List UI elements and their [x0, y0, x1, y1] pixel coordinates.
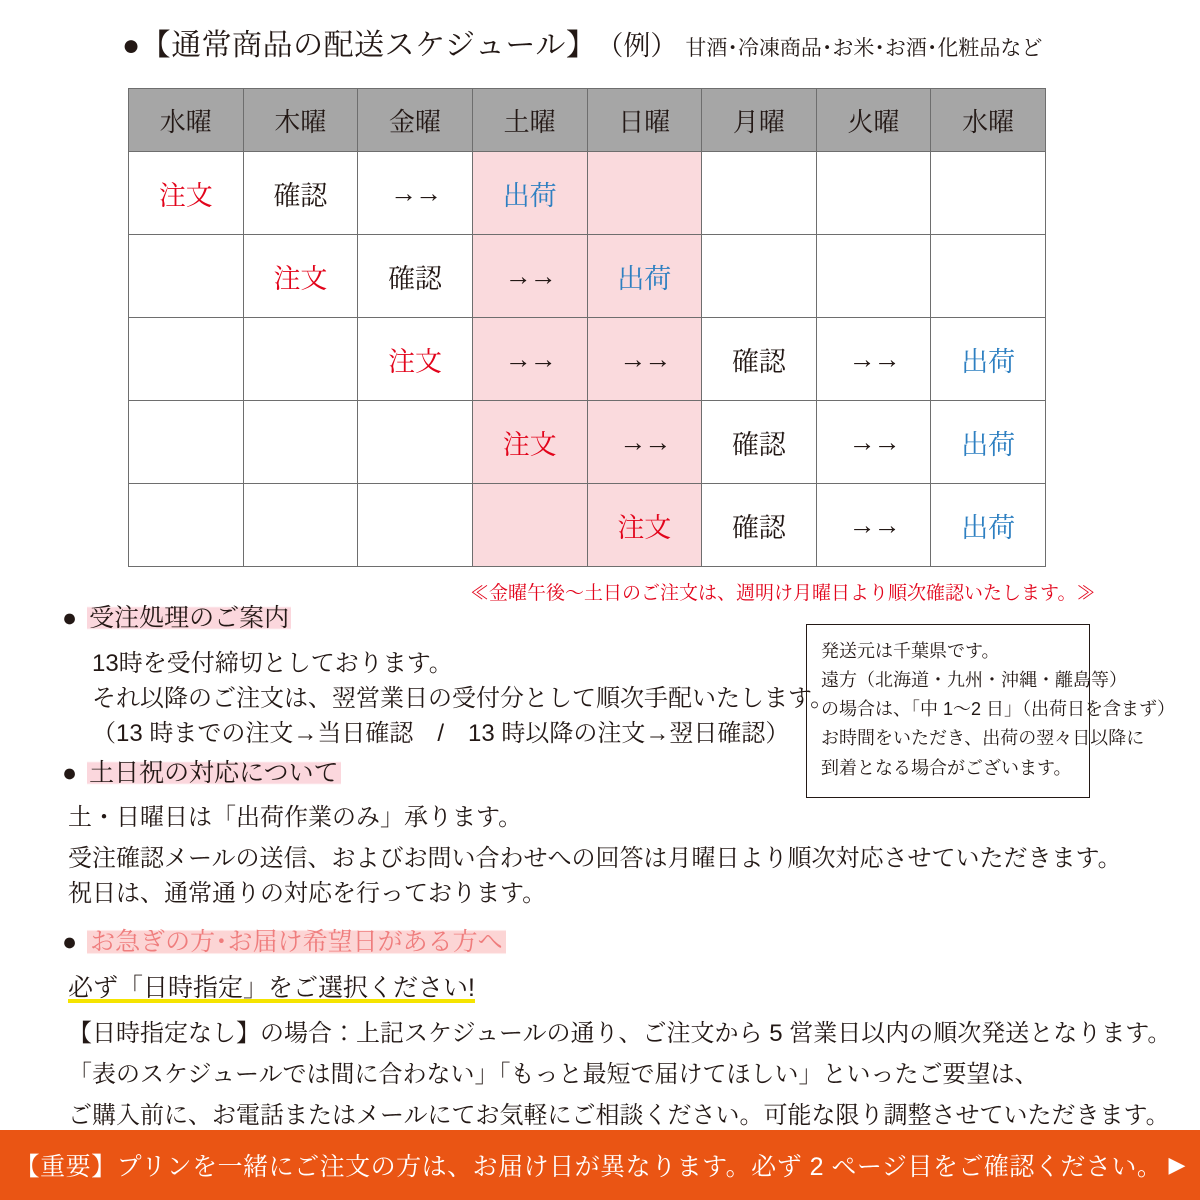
table-header-cell: 金曜 — [358, 89, 473, 152]
table-cell: 注文 — [129, 152, 244, 235]
table-header-cell: 日曜 — [587, 89, 702, 152]
info-box-line: 発送元は千葉県です。 — [821, 641, 1000, 661]
section-line: 祝日は、通常通りの対応を行っております。 — [68, 880, 547, 907]
table-row — [129, 401, 1046, 484]
section-line: 受注確認メールの送信、およびお問い合わせへの回答は月曜日より順次対応させていただきます。 — [68, 845, 1122, 872]
table-cell — [358, 484, 473, 567]
info-box-line: の場合は、「中 1〜2 日」（出荷日を含まず） — [821, 699, 1176, 720]
table-cell: 確認 — [243, 152, 358, 235]
table-cell — [243, 401, 358, 484]
section-line: それ以降のご注文は、翌営業日の受付分として順次手配いたします。 — [92, 685, 835, 712]
table-cell — [129, 318, 244, 401]
section-line: 「表のスケジュールでは間に合わない」「もっと最短で届けてほしい」といったご要望は、 — [68, 1061, 1039, 1088]
table-cell: →→ — [472, 235, 587, 318]
table-header-cell: 水曜 — [931, 89, 1046, 152]
table-cell: →→ — [587, 318, 702, 401]
table-cell — [243, 484, 358, 567]
table-cell: →→ — [816, 318, 931, 401]
table-cell — [358, 401, 473, 484]
table-cell: 注文 — [472, 401, 587, 484]
table-header-cell: 火曜 — [816, 89, 931, 152]
info-box-line: 遠方（北海道・九州・沖縄・離島等） — [821, 670, 1127, 691]
page-title-example: （例） — [596, 31, 678, 61]
table-header-cell: 土曜 — [472, 89, 587, 152]
table-cell: 確認 — [702, 318, 817, 401]
important-notice-banner — [0, 1130, 1200, 1200]
table-cell: →→ — [472, 318, 587, 401]
table-cell — [129, 484, 244, 567]
bullet-icon: ● — [62, 759, 78, 787]
table-cell: 注文 — [587, 484, 702, 567]
table-header-row — [129, 89, 1046, 152]
table-cell — [587, 152, 702, 235]
table-cell: →→ — [816, 484, 931, 567]
table-cell: →→ — [816, 401, 931, 484]
section-heading-weekend-holiday — [62, 753, 341, 789]
bullet-icon: ● — [62, 604, 78, 632]
table-cell — [816, 152, 931, 235]
page-title-main: 【通常商品の配送スケジュール】 — [140, 29, 597, 62]
table-cell — [129, 401, 244, 484]
bullet-icon: ● — [62, 928, 78, 956]
page-title-bullet: ● — [122, 29, 141, 62]
shipping-origin-info-box — [806, 624, 1176, 798]
table-cell — [816, 235, 931, 318]
table-cell: 出荷 — [931, 318, 1046, 401]
table-cell: 確認 — [358, 235, 473, 318]
section-line: 土・日曜日は「出荷作業のみ」承ります。 — [68, 804, 523, 831]
table-header-cell: 水曜 — [129, 89, 244, 152]
section-heading-text: 受注処理のご案内 — [89, 604, 290, 632]
table-row — [129, 152, 1046, 235]
page-title-subtitle: 甘酒･冷凍商品･お米･お酒･化粧品など — [685, 37, 1043, 60]
section-line: （13 時までの注文→当日確認 / 13 時以降の注文→翌日確認） — [92, 720, 790, 747]
section-line: ご購入前に、お電話またはメールにてお気軽にご相談ください。可能な限り調整させていただきます。 — [68, 1102, 1170, 1129]
section-heading-text: お急ぎの方･お届け希望日がある方へ — [87, 928, 506, 956]
table-cell: 出荷 — [931, 401, 1046, 484]
table-cell: 出荷 — [472, 152, 587, 235]
table-row — [129, 484, 1046, 567]
table-cell: 出荷 — [587, 235, 702, 318]
table-row — [129, 318, 1046, 401]
section-line: 【日時指定なし】の場合：上記スケジュールの通り、ご注文から 5 営業日以内の順次発送となります。 — [68, 1020, 1172, 1047]
banner-text: 【重要】プリンを一緒にご注文の方は、お届け日が異なります。必ず 2 ページ目をご確認ください。 — [14, 1153, 1163, 1181]
table-cell — [243, 318, 358, 401]
schedule-table-wrapper — [128, 88, 1046, 567]
table-row — [129, 235, 1046, 318]
table-cell — [931, 235, 1046, 318]
table-cell — [472, 484, 587, 567]
schedule-table — [128, 88, 1046, 567]
section-line-text: 必ず「日時指定」をご選択ください! — [68, 974, 475, 1002]
info-box-line: お時間をいただき、出荷の翌々日以降に — [821, 728, 1145, 749]
table-cell — [702, 235, 817, 318]
section-heading-rush-orders — [62, 922, 506, 958]
section-line-emphasis — [68, 968, 475, 1004]
table-cell — [702, 152, 817, 235]
table-cell: 確認 — [702, 484, 817, 567]
table-cell — [931, 152, 1046, 235]
arrow-right-icon: ▶ — [1168, 1152, 1186, 1177]
table-cell: 注文 — [243, 235, 358, 318]
table-cell: 確認 — [702, 401, 817, 484]
table-cell: 出荷 — [931, 484, 1046, 567]
page-title — [122, 20, 1042, 64]
table-footnote: ≪金曜午後〜土日のご注文は、週明け月曜日より順次確認いたします。≫ — [470, 583, 1096, 604]
table-header-cell: 木曜 — [243, 89, 358, 152]
table-cell: →→ — [587, 401, 702, 484]
info-box-line: 到着となる場合がございます。 — [821, 757, 1072, 778]
table-cell: 注文 — [358, 318, 473, 401]
section-heading-order-processing — [62, 598, 291, 634]
table-cell — [129, 235, 244, 318]
table-cell: →→ — [358, 152, 473, 235]
section-heading-text: 土日祝の対応について — [89, 759, 339, 787]
table-header-cell: 月曜 — [702, 89, 817, 152]
section-line: 13時を受付締切としております。 — [92, 650, 453, 677]
